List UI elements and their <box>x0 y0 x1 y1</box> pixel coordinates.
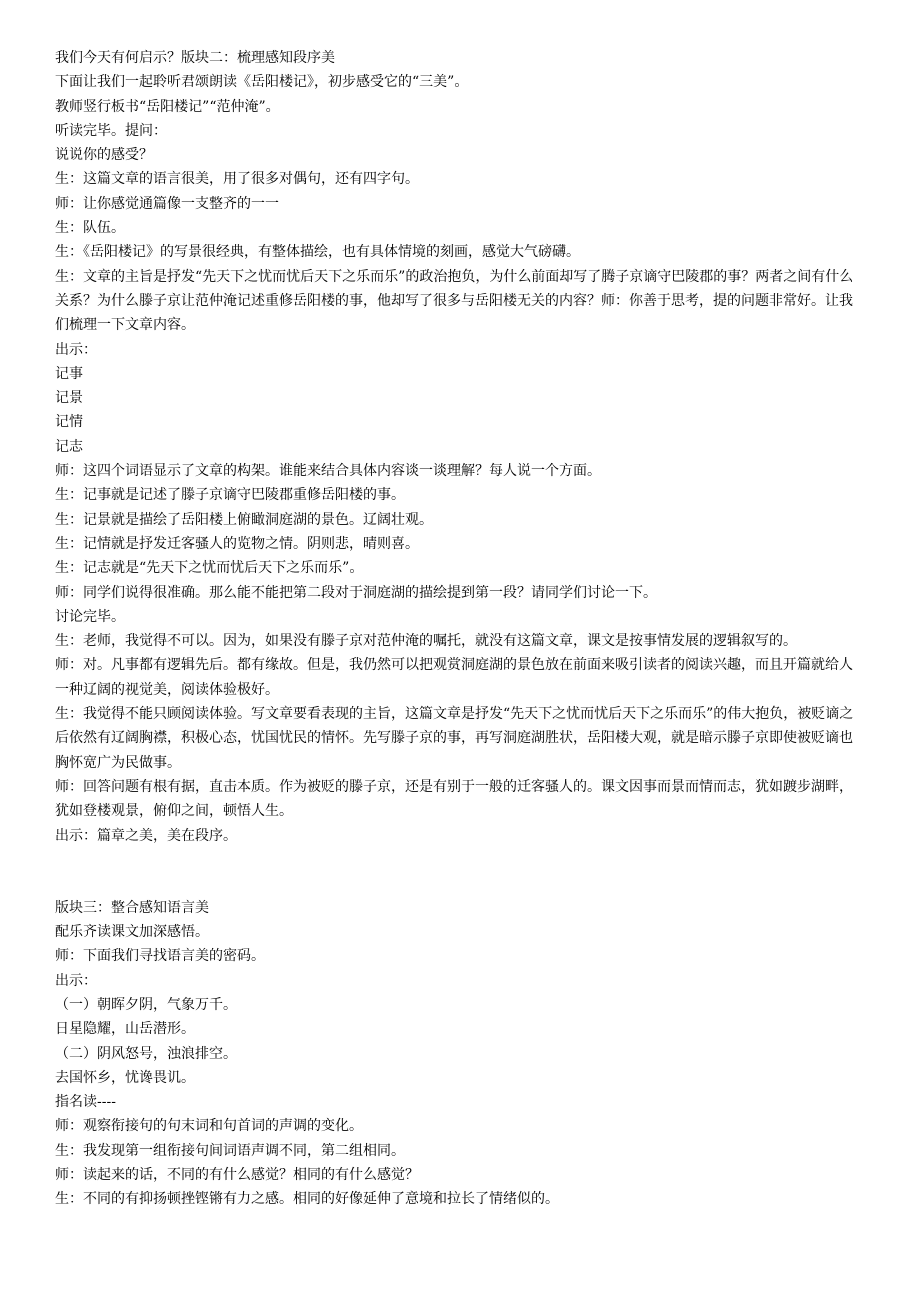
text-line: 生：这篇文章的语言很美，用了很多对偶句，还有四字句。 <box>55 171 419 188</box>
text-line: 生：队伍。 <box>55 220 125 237</box>
text-line: 配乐齐读课文加深感悟。 <box>55 924 209 941</box>
text-line: 说说你的感受？ <box>55 147 153 164</box>
text-line: 出示： <box>55 972 97 989</box>
section-spacer <box>55 848 865 896</box>
text-line: 记情 <box>55 414 83 431</box>
text-line: 听读完毕。提问： <box>55 122 167 139</box>
text-line: 记景 <box>55 390 83 407</box>
text-line: 日星隐耀，山岳潜形。 <box>55 1021 195 1038</box>
text-line: 师：让你感觉通篇像一支整齐的一一 <box>55 195 279 212</box>
text-line: 师：下面我们寻找语言美的密码。 <box>55 948 265 965</box>
text-line: 去国怀乡，忧谗畏讥。 <box>55 1069 195 1086</box>
text-line: 生：记情就是抒发迁客骚人的览物之情。阴则悲，晴则喜。 <box>55 535 419 552</box>
text-line: 出示：篇章之美，美在段序。 <box>55 827 237 844</box>
text-line: 生：我发现第一组衔接句间词语声调不同，第二组相同。 <box>55 1142 405 1159</box>
text-line: 生：记志就是“先天下之忧而忧后天下之乐而乐”。 <box>55 560 364 577</box>
text-line: 生：《岳阳楼记》的写景很经典，有整体描绘，也有具体情境的刻画，感觉大气磅礴。 <box>55 244 580 261</box>
text-line: 记志 <box>55 438 83 455</box>
text-line: 生：记事就是记述了滕子京谪守巴陵郡重修岳阳楼的事。 <box>55 487 405 504</box>
text-line: 版块三：整合感知语言美 <box>55 899 209 916</box>
text-line: 生：不同的有抑扬顿挫铿锵有力之感。相同的好像延伸了意境和拉长了情绪似的。 <box>55 1191 559 1208</box>
text-line: 记事 <box>55 365 83 382</box>
text-line: 生：我觉得不能只顾阅读体验。写文章要看表现的主旨，这篇文章是抒发“先天下之忧而忧后天下之乐而乐”的伟大抱负，被贬谪之后依然有辽阔胸襟，积极心态，忧国忧民的情怀。先写滕子京的事，再写洞庭湖胜状，岳阳楼大观，就是暗示滕子京即使被贬谪也胸怀宽广为民做事。 <box>55 706 854 771</box>
text-line: 师：同学们说得很准确。那么能不能把第二段对于洞庭湖的描绘提到第一段？请同学们讨论一下。 <box>55 584 657 601</box>
text-line: 师：回答问题有根有据，直击本质。作为被贬的滕子京，还是有别于一般的迁客骚人的。课文因事而景而情而志，犹如踱步湖畔，犹如登楼观景，俯仰之间，顿悟人生。 <box>55 778 853 820</box>
lesson-section-two <box>55 46 865 848</box>
text-line: 生：文章的主旨是抒发“先天下之忧而忧后天下之乐而乐”的政治抱负，为什么前面却写了腾子京谪守巴陵郡的事？两者之间有什么关系？为什么滕子京让范仲淹记述重修岳阳楼的事，他却写了很多与岳阳楼无关的内容？师：你善于思考，提的问题非常好。让我们梳理一下文章内容。 <box>55 268 854 334</box>
text-line: 师：观察衔接句的句末词和句首词的声调的变化。 <box>55 1118 363 1135</box>
text-line: 师：这四个词语显示了文章的构架。谁能来结合具体内容谈一谈理解？每人说一个方面。 <box>55 463 601 480</box>
text-line: 我们今天有何启示？版块二：梳理感知段序美 <box>55 50 335 66</box>
text-line: 讨论完毕。 <box>55 608 125 625</box>
text-line: 指名读---- <box>55 1094 116 1111</box>
text-line: 教师竖行板书“岳阳楼记”“范仲淹”。 <box>55 98 280 115</box>
text-line: 生：记景就是描绘了岳阳楼上俯瞰洞庭湖的景色。辽阔壮观。 <box>55 511 433 528</box>
text-line: （二）阴风怒号，浊浪排空。 <box>55 1045 237 1062</box>
lesson-section-three <box>55 896 865 1212</box>
text-line: 出示： <box>55 341 97 358</box>
text-line: 生：老师，我觉得不可以。因为，如果没有滕子京对范仲淹的嘱托，就没有这篇文章，课文是按事情发展的逻辑叙写的。 <box>55 633 797 650</box>
text-line: 师：读起来的话，不同的有什么感觉？相同的有什么感觉？ <box>55 1167 419 1184</box>
text-line: 下面让我们一起聆听君颂朗读《岳阳楼记》，初步感受它的“三美”。 <box>55 74 469 91</box>
document-page <box>55 46 865 1212</box>
text-line: 师：对。凡事都有逻辑先后。都有缘故。但是，我仍然可以把观赏洞庭湖的景色放在前面来吸引读者的阅读兴趣，而且开篇就给人一种辽阔的视觉美，阅读体验极好。 <box>55 657 853 698</box>
text-line: （一）朝晖夕阴，气象万千。 <box>55 996 237 1013</box>
